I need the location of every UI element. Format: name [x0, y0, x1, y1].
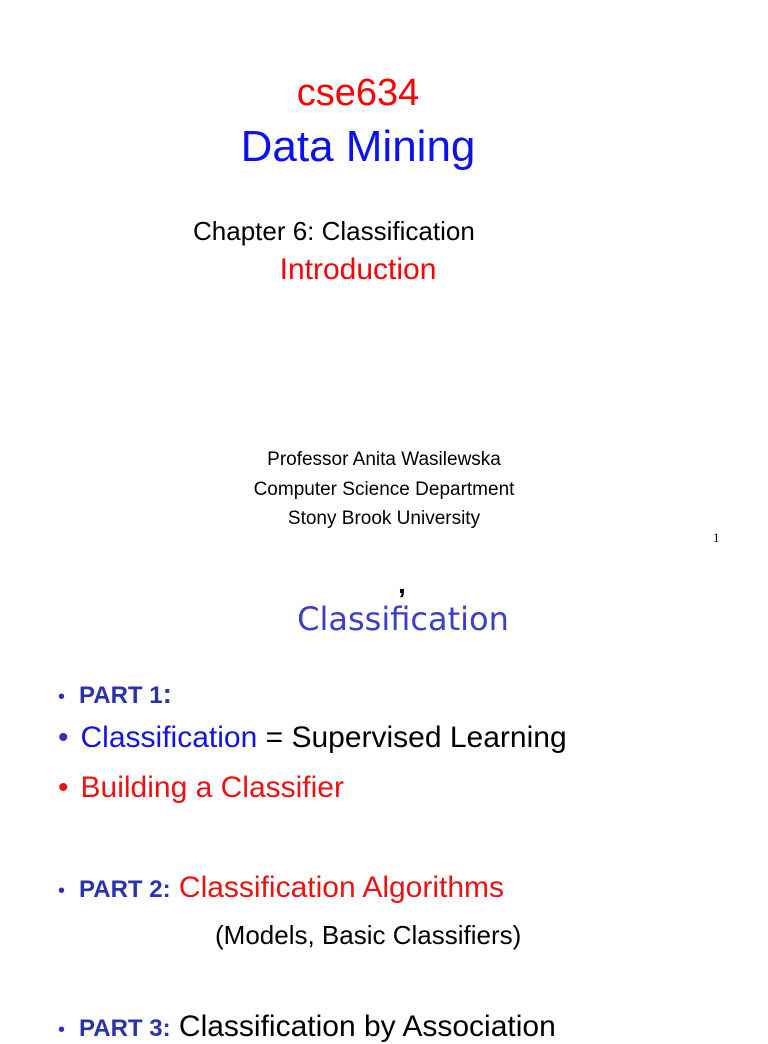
list-item-classification: [58, 721, 567, 755]
part2-note: (Models, Basic Classifiers): [215, 920, 522, 950]
supervised-learning-text: = Supervised Learning: [257, 721, 567, 754]
chapter-heading: Chapter 6: Classification: [193, 216, 475, 246]
university: Stony Brook University: [287, 508, 481, 529]
page-number: 1: [713, 530, 720, 545]
part1-colon: :: [162, 678, 172, 709]
part3-label: PART 3:: [79, 1015, 171, 1042]
part3-text: Classification by Association: [170, 1010, 556, 1043]
list-item-part2: [58, 871, 504, 905]
part1-label: PART 1: [79, 682, 163, 709]
stray-mark: ,: [398, 568, 406, 599]
bullet-icon: •: [58, 1019, 66, 1041]
classification-term: Classification: [80, 721, 258, 754]
bullet-icon: •: [58, 686, 66, 708]
part2-label: PART 2:: [79, 876, 171, 903]
outline-slide: [0, 560, 768, 1043]
author-name: Professor Anita Wasilewska: [267, 449, 501, 470]
bullet-icon: •: [58, 771, 69, 804]
list-item-part1: [58, 678, 172, 710]
chapter-subtitle: Introduction: [279, 253, 437, 286]
department: Computer Science Department: [253, 479, 515, 500]
building-classifier-text: Building a Classifier: [80, 771, 344, 804]
part2-text: Classification Algorithms: [170, 871, 505, 904]
list-item-building: [58, 771, 344, 805]
slide-title: Classification: [297, 600, 509, 638]
bullet-icon: •: [58, 721, 69, 754]
course-title: Data Mining: [240, 122, 476, 171]
bullet-icon: •: [58, 880, 66, 902]
course-code: cse634: [296, 72, 420, 114]
list-item-part3: [58, 1010, 556, 1044]
